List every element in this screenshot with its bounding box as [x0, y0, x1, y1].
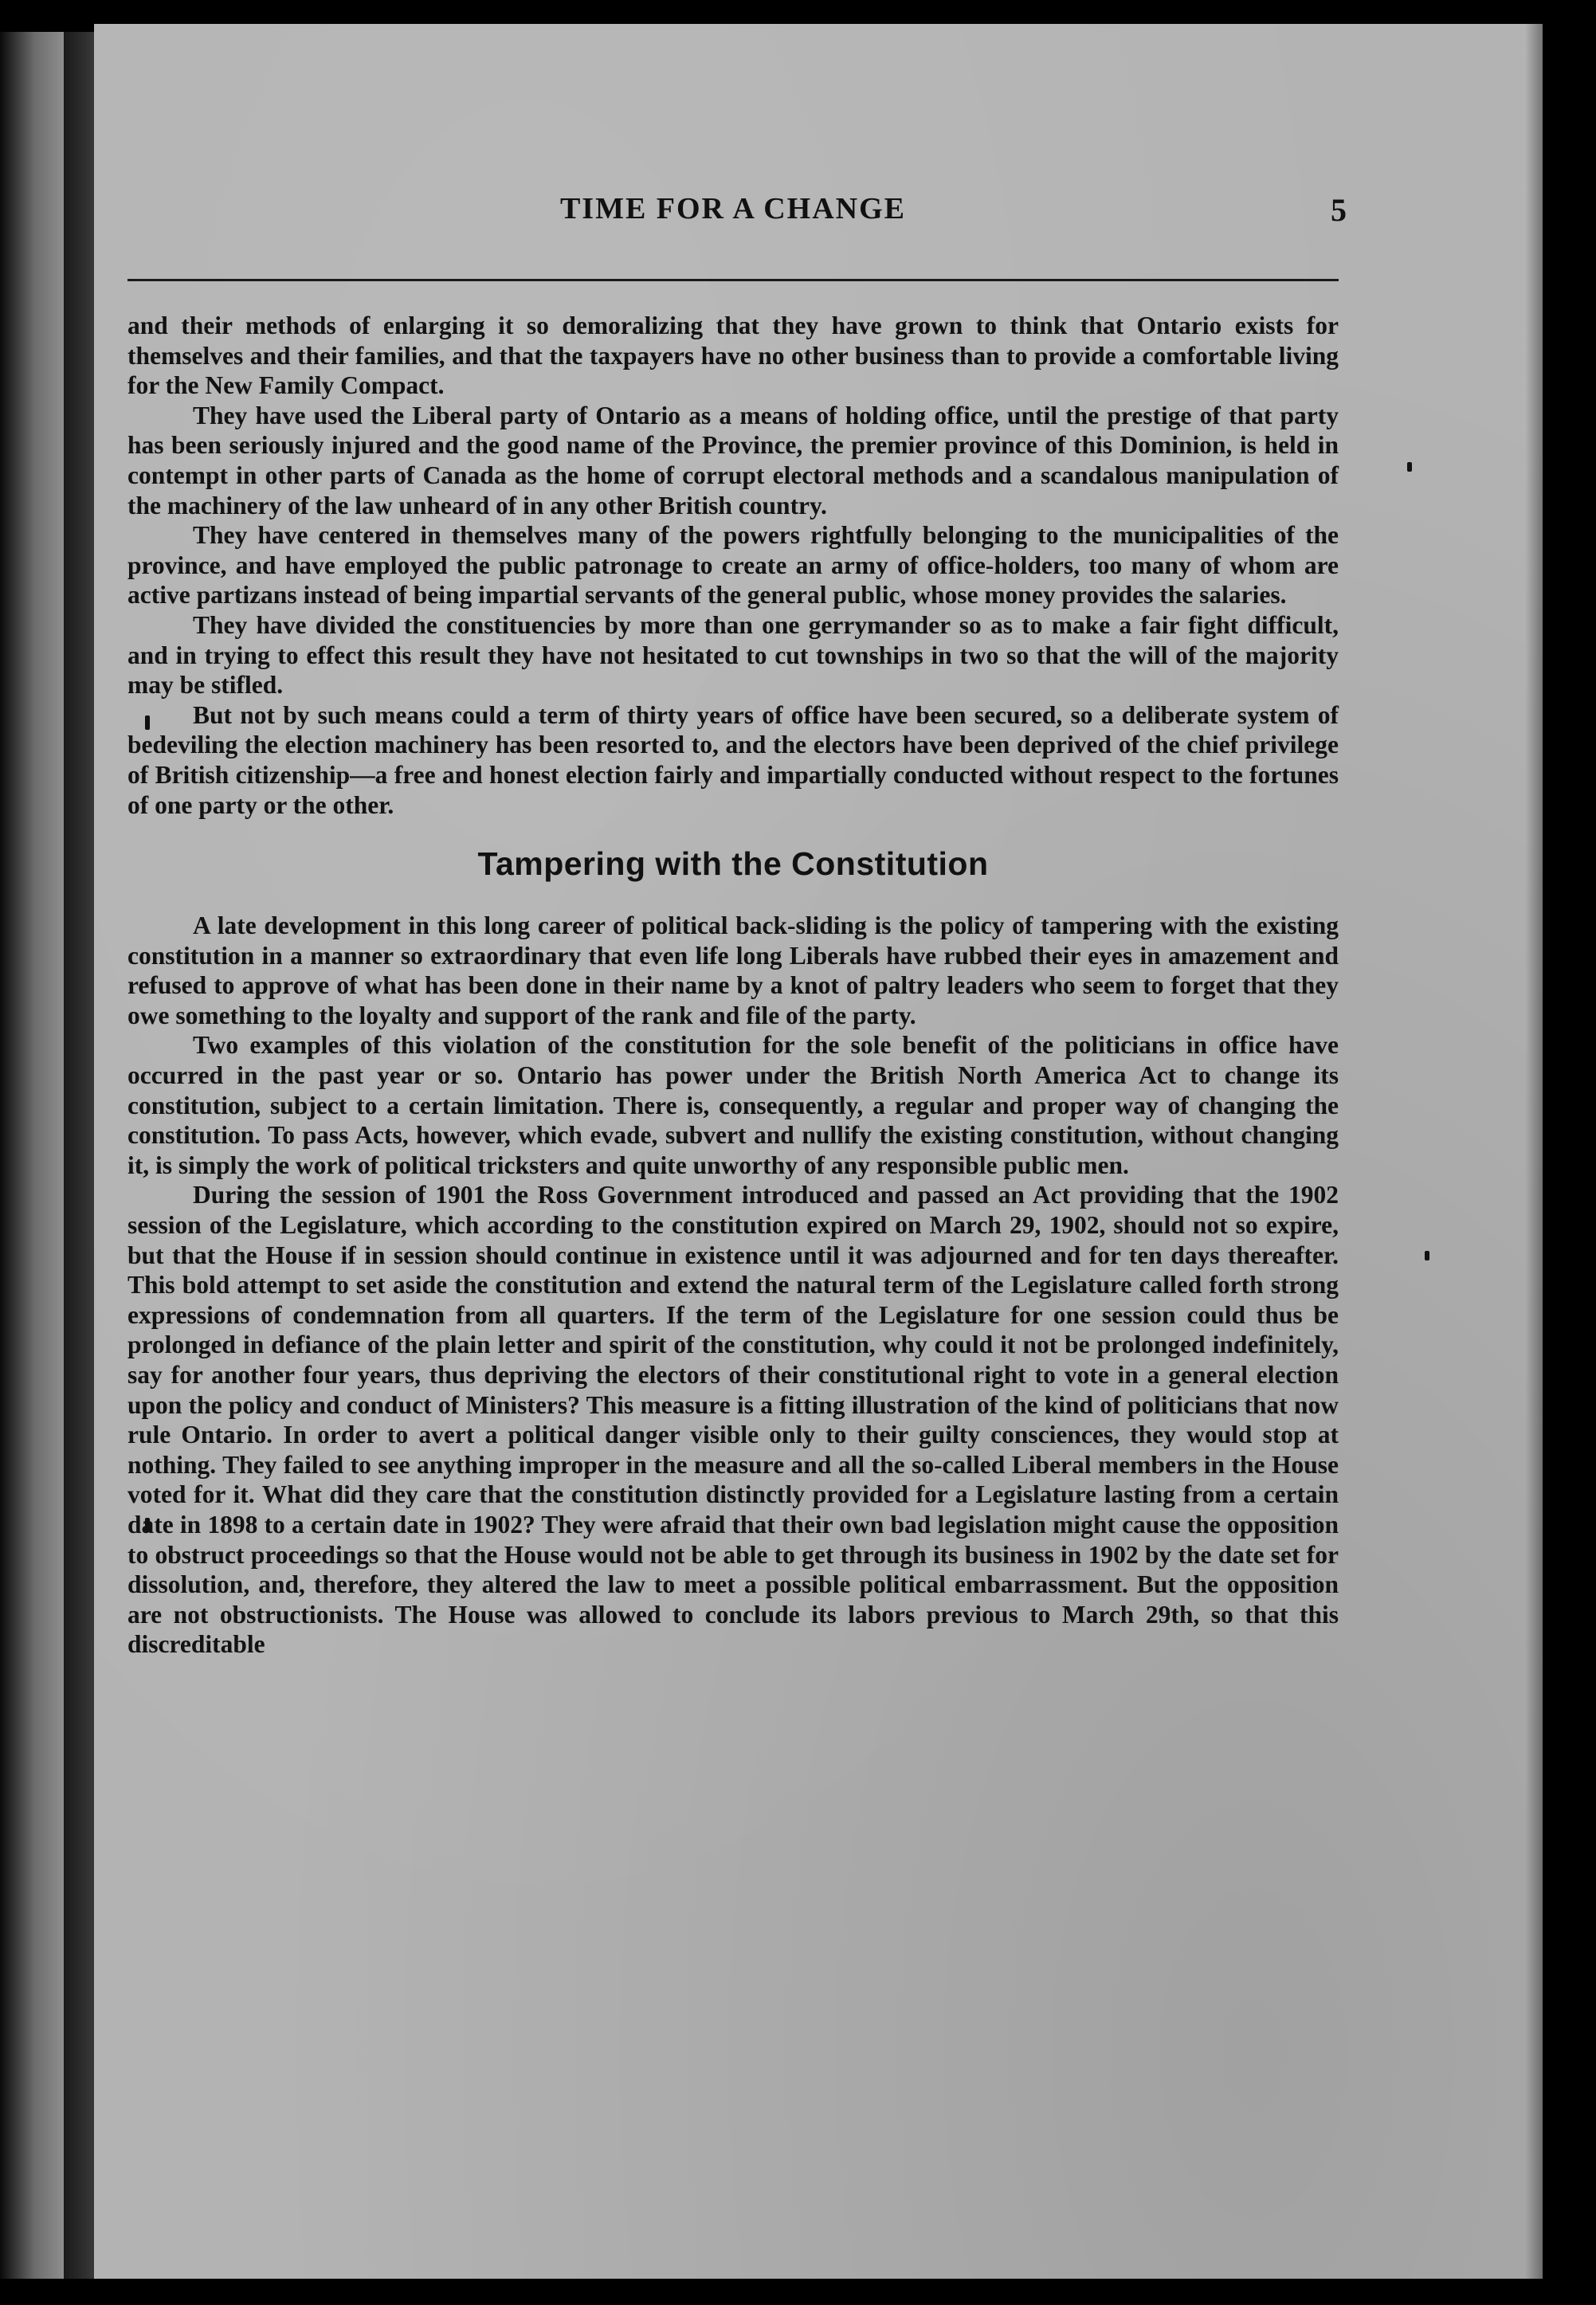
body-text [127, 311, 1339, 1660]
paragraph: Two examples of this violation of the constitution for the sole benefit of the politicians in office have occurred in the past year or so. Ontario has power under the British North America Act to change its constitution, subject to a certain limitation. There is, consequently, a regular and proper way of changing the constitution. To pass Acts, however, which evade, subvert and nullify the existing constitution, without changing it, is simply the work of political tricksters and quite unworthy of any responsible public men. [127, 1031, 1339, 1179]
paragraph: A late development in this long career of political back-sliding is the policy of tampering with the existing constitution in a manner so extraordinary that even life long Liberals have rubbed their eyes in amazement and refused to approve of what has been done in their name by a knot of paltry leaders who seem to forget that they owe something to the loyalty and support of the rank and file of the party. [127, 911, 1339, 1029]
header-rule [127, 279, 1339, 281]
section-heading: Tampering with the Constitution [477, 845, 989, 883]
facing-page-edge [0, 32, 64, 2279]
paragraph: and their methods of enlarging it so demoralizing that they have grown to think that Ontario exists for themselves and their families, and that the taxpayers have no other business than to provide a comfortable living for the New Family Compact. [127, 312, 1339, 400]
paragraph: They have used the Liberal party of Ontario as a means of holding office, until the prestige of that party has been seriously injured and the good name of the Province, the premier province of this Dominion, is held in contempt in other parts of Canada as the home of corrupt electoral methods and a scandalous manipulation of the machinery of the law unheard of in any other British country. [127, 401, 1339, 519]
running-head-title: TIME FOR A CHANGE [559, 192, 907, 225]
page-edge-shadow [1525, 24, 1543, 2279]
paragraph: They have centered in themselves many of the powers rightfully belonging to the municipalities of the province, and have employed the public patronage to create an army of office-holders, too many of whom are active partizans instead of being impartial servants of the general public, whose money provides the salaries. [127, 521, 1339, 610]
margin-speck [1407, 462, 1412, 472]
paragraph: But not by such means could a term of thirty years of office have been secured, so a deliberate system of bedeviling the election machinery has been resorted to, and the electors have been deprived of the chief privilege of British citizenship—a free and honest election fairly and impartially conducted without respect to the fortunes of one party or the other. [127, 700, 1339, 819]
margin-speck [1425, 1251, 1429, 1260]
paragraph: During the session of 1901 the Ross Government introduced and passed an Act providing that the 1902 session of the Legislature, which according to the constitution expired on March 29, 1902, should not so expire, but that the House if in session should continue in existence until it was adjourned and for ten days thereafter. This bold attempt to set aside the constitution and extend the natural term of the Legislature called forth strong expressions of condemnation from all quarters. If the term of the Legislature for one session could thus be prolonged in defiance of the plain letter and spirit of the constitution, why could it not be prolonged indefinitely, say for another four years, thus depriving the electors of their constitutional right to vote in a general election upon the policy and conduct of Ministers? This measure is a fitting illustration of the kind of politicians that now rule Ontario. In order to avert a political danger visible only to their guilty consciences, they would stop at nothing. They failed to see anything improper in the measure and all the so-called Liberal members in the House voted for it. What did they care that the constitution distinctly provided for a Legislature lasting from a certain date in 1898 to a certain date in 1902? They were afraid that their own bad legislation might cause the opposition to obstruct proceedings so that the House would not be able to get through its business in 1902 by the date set for dissolution, and, therefore, they altered the law to meet a possible political embarrassment. But the opposition are not obstructionists. The House was allowed to conclude its labors previous to March 29th, so that this discreditable [127, 1181, 1339, 1659]
book-gutter [64, 32, 96, 2279]
paragraph: They have divided the constituencies by more than one gerrymander so as to make a fair fight difficult, and in trying to effect this result they have not hesitated to cut townships in two so that the will of the majority may be stifled. [127, 610, 1339, 700]
page-number: 5 [1331, 192, 1347, 228]
running-head [127, 191, 1347, 239]
